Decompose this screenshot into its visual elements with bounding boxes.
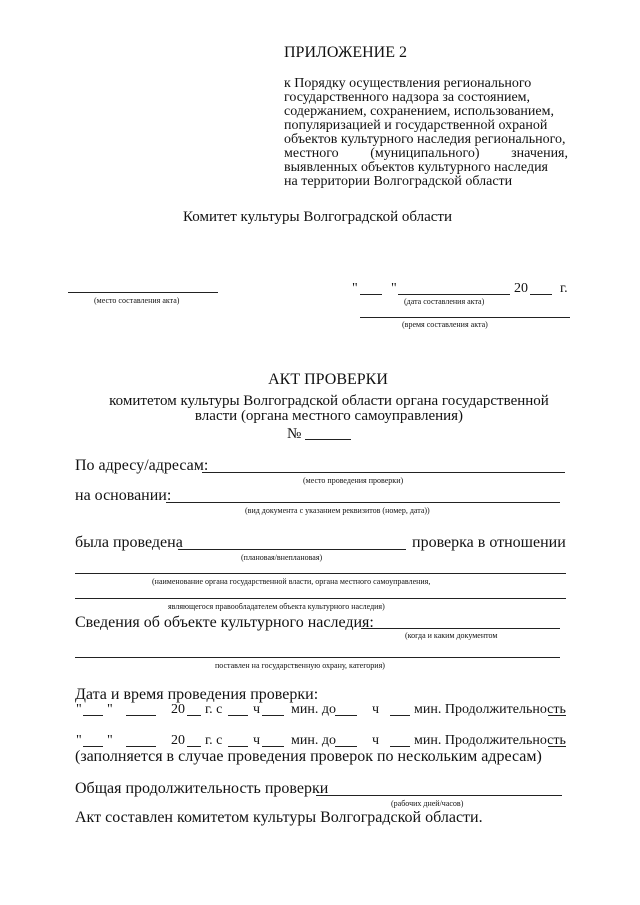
registry-line[interactable] <box>75 657 560 658</box>
row-duration: мин. Продолжительность <box>414 733 566 748</box>
row-to-hour-line[interactable] <box>335 746 357 747</box>
appendix-word: значения, <box>511 146 568 161</box>
appendix-line: объектов культурного наследия регионального, <box>284 132 566 147</box>
row-day-line[interactable] <box>83 746 103 747</box>
row-quote-open: " <box>76 733 82 748</box>
appendix-line: выявленных объектов культурного наследия <box>284 160 548 175</box>
conducted-label: была проведена <box>75 534 183 551</box>
row-quote-close: " <box>107 702 113 717</box>
registry-caption: поставлен на государственную охрану, категория) <box>215 661 385 670</box>
appendix-line: популяризацией и государственной охраной <box>284 118 548 133</box>
total-caption: (рабочих дней/часов) <box>391 799 464 808</box>
act-subtitle-2-text: власти (органа местного самоуправления) <box>194 408 464 424</box>
row-year: 20 <box>171 702 185 717</box>
row-hour-2: ч <box>372 733 380 748</box>
row-from: г. с <box>205 733 223 748</box>
row-month-line[interactable] <box>126 715 156 716</box>
year-line[interactable] <box>530 294 552 295</box>
conducted-suffix: проверка в отношении <box>412 534 566 551</box>
place-caption: (место составления акта) <box>94 296 180 305</box>
row-day-line[interactable] <box>83 715 103 716</box>
row-to-min-line[interactable] <box>390 746 410 747</box>
object-line[interactable] <box>361 628 560 629</box>
holder-line[interactable] <box>75 598 566 599</box>
number-line[interactable] <box>305 439 351 440</box>
row-year-line[interactable] <box>187 746 201 747</box>
row-year: 20 <box>171 733 185 748</box>
year-suffix: г. <box>560 281 568 296</box>
row-from: г. с <box>205 702 223 717</box>
place-line[interactable] <box>68 292 218 293</box>
appendix-line: на территории Волгоградской области <box>284 174 513 189</box>
appendix-line: государственного надзора за состоянием, <box>284 90 531 105</box>
row-min-line[interactable] <box>262 715 284 716</box>
number-sign: № <box>287 426 302 442</box>
organ-line[interactable] <box>75 573 566 574</box>
total-line[interactable] <box>316 795 562 796</box>
basis-label: на основании: <box>75 487 172 504</box>
address-line[interactable] <box>202 472 565 473</box>
multi-address-note: (заполняется в случае проведения проверок по нескольким адресам) <box>75 748 542 765</box>
row-min-to: мин. до <box>291 733 336 748</box>
total-label: Общая продолжительность проверки <box>75 780 329 797</box>
row-min-to: мин. до <box>291 702 336 717</box>
row-year-line[interactable] <box>187 715 201 716</box>
conducted-caption: (плановая/внеплановая) <box>241 553 323 562</box>
conducted-line[interactable] <box>178 549 406 550</box>
appendix-word: местного <box>284 146 339 161</box>
appendix-word: (муниципального) <box>370 146 480 161</box>
datetime-label: Дата и время проведения проверки: <box>75 686 319 703</box>
footer-text: Акт составлен комитетом культуры Волгоградской области. <box>75 809 483 826</box>
appendix-line: содержанием, сохранением, использованием, <box>284 104 554 119</box>
address-caption: (место проведения проверки) <box>303 476 404 485</box>
appendix-line: к Порядку осуществления регионального <box>284 76 532 91</box>
row-quote-open: " <box>76 702 82 717</box>
object-caption: (когда и каким документом <box>405 631 498 640</box>
act-subtitle-1-text: комитетом культуры Волгоградской области органа государственной <box>109 393 549 409</box>
date-quote-close: " <box>391 281 397 296</box>
act-title-text: АКТ ПРОВЕРКИ <box>268 371 388 388</box>
address-label: По адресу/адресам: <box>75 457 209 474</box>
object-label: Сведения об объекте культурного наследия: <box>75 614 374 631</box>
act-subtitle-2 <box>0 408 640 425</box>
year-prefix: 20 <box>514 281 528 296</box>
row-min-line[interactable] <box>262 746 284 747</box>
appendix-title: ПРИЛОЖЕНИЕ 2 <box>284 44 408 61</box>
committee-name: Комитет культуры Волгоградской области <box>183 209 452 225</box>
holder-caption: являющегося правообладателем объекта культурного наследия) <box>168 602 385 611</box>
time-line[interactable] <box>360 317 570 318</box>
row-month-line[interactable] <box>126 746 156 747</box>
date-caption: (дата составления акта) <box>404 297 485 306</box>
row-hour-line[interactable] <box>228 746 248 747</box>
time-caption: (время составления акта) <box>402 320 488 329</box>
row-hour-line[interactable] <box>228 715 248 716</box>
row-to-min-line[interactable] <box>390 715 410 716</box>
organ-caption: (наименование органа государственной власти, органа местного самоуправления, <box>152 577 431 586</box>
basis-caption: (вид документа с указанием реквизитов (номер, дата)) <box>245 506 430 515</box>
date-quote-open: " <box>352 281 358 296</box>
row-hour-1: ч <box>253 733 261 748</box>
act-title <box>0 371 640 389</box>
row-duration-line[interactable] <box>548 746 566 747</box>
month-line[interactable] <box>398 294 510 295</box>
basis-line[interactable] <box>166 502 560 503</box>
row-quote-close: " <box>107 733 113 748</box>
day-line[interactable] <box>360 294 382 295</box>
row-duration-line[interactable] <box>548 715 566 716</box>
row-duration: мин. Продолжительность <box>414 702 566 717</box>
row-to-hour-line[interactable] <box>335 715 357 716</box>
row-hour-1: ч <box>253 702 261 717</box>
row-hour-2: ч <box>372 702 380 717</box>
